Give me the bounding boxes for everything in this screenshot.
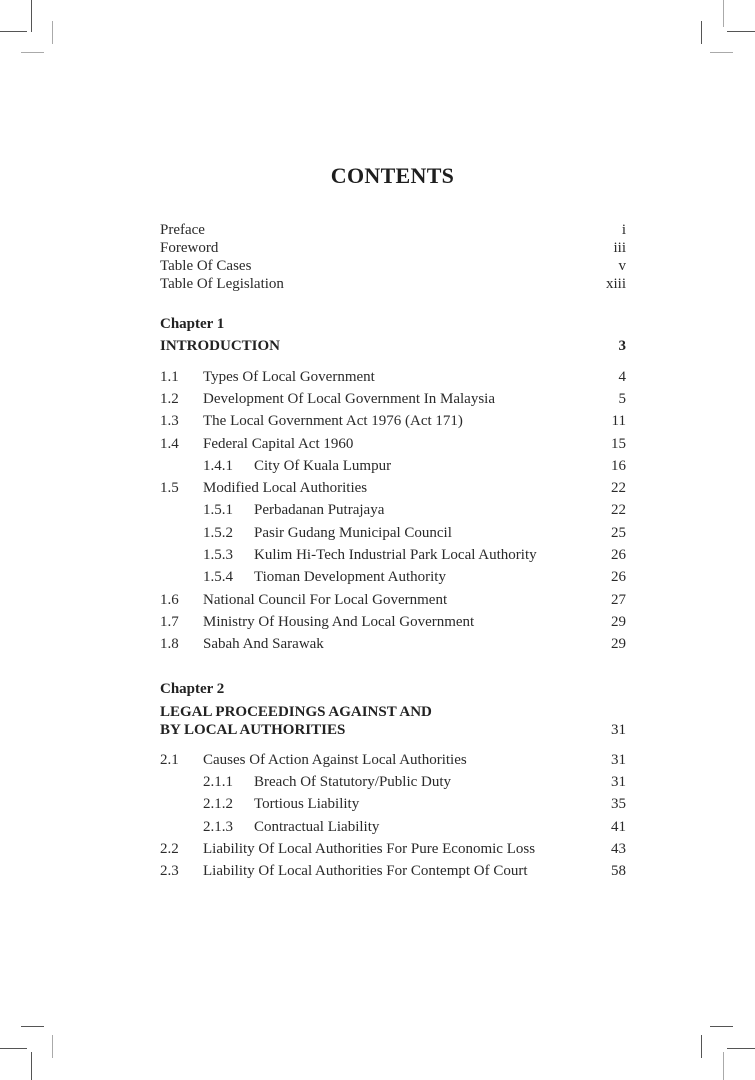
- chapter-title-line: LEGAL PROCEEDINGS AGAINST AND: [160, 704, 432, 720]
- section-page: 22: [611, 502, 626, 518]
- toc-entry-page: i: [621, 222, 626, 238]
- section-number: 1.4.1: [203, 458, 233, 474]
- section-page: 43: [611, 841, 626, 857]
- crop-mark: [21, 52, 44, 53]
- crop-mark: [701, 1035, 702, 1058]
- section-number: 1.2: [160, 391, 179, 407]
- section-page: 31: [611, 774, 626, 790]
- toc-entry-table-of-legislation[interactable]: [160, 274, 626, 294]
- crop-mark: [701, 21, 702, 44]
- crop-mark: [727, 1048, 755, 1049]
- section-number: 1.5.4: [203, 569, 233, 585]
- crop-mark: [31, 1052, 32, 1080]
- section-number: 2.2: [160, 841, 179, 857]
- toc-section[interactable]: [160, 411, 626, 431]
- chapter-label: Chapter 2: [160, 681, 225, 697]
- toc-subsection[interactable]: [160, 794, 626, 814]
- crop-mark: [727, 31, 755, 32]
- toc-subsection[interactable]: [160, 456, 626, 476]
- section-number: 2.1.1: [203, 774, 233, 790]
- section-page: 26: [611, 547, 626, 563]
- section-page: 26: [611, 569, 626, 585]
- crop-mark: [0, 31, 27, 32]
- section-number: 1.6: [160, 592, 179, 608]
- section-label: The Local Government Act 1976 (Act 171): [203, 413, 463, 429]
- section-label: Modified Local Authorities: [203, 480, 368, 496]
- section-page: 5: [618, 391, 626, 407]
- section-label: Development Of Local Government In Malaysia: [203, 391, 495, 407]
- chapter-title-line: BY LOCAL AUTHORITIES: [160, 722, 346, 738]
- section-page: 31: [611, 752, 626, 768]
- section-label: Breach Of Statutory/Public Duty: [254, 774, 452, 790]
- chapter-title-line: INTRODUCTION: [160, 338, 281, 354]
- section-number: 1.7: [160, 614, 179, 630]
- section-label: Ministry Of Housing And Local Government: [203, 614, 475, 630]
- toc-entry-page: xiii: [605, 276, 626, 292]
- crop-mark: [52, 1035, 53, 1058]
- section-page: 25: [611, 525, 626, 541]
- crop-mark: [52, 21, 53, 44]
- chapter-title[interactable]: [160, 703, 626, 739]
- toc-subsection[interactable]: [160, 567, 626, 587]
- toc-section[interactable]: [160, 367, 626, 387]
- toc-entry-foreword[interactable]: [160, 238, 626, 258]
- section-number: 1.5.3: [203, 547, 233, 563]
- section-label: Causes Of Action Against Local Authorities: [203, 752, 467, 768]
- section-number: 2.3: [160, 863, 179, 879]
- toc-entry-label: Table Of Cases: [160, 258, 252, 274]
- toc-section[interactable]: [160, 839, 626, 859]
- toc-section[interactable]: [160, 750, 626, 770]
- section-label: Sabah And Sarawak: [203, 636, 324, 652]
- section-page: 22: [611, 480, 626, 496]
- toc-section[interactable]: [160, 478, 626, 498]
- section-page: 41: [611, 819, 626, 835]
- section-page: 29: [611, 636, 626, 652]
- crop-mark: [0, 1048, 27, 1049]
- section-page: 35: [611, 796, 626, 812]
- section-number: 1.1: [160, 369, 179, 385]
- chapter-label: Chapter 1: [160, 316, 225, 332]
- page-title: CONTENTS: [330, 163, 455, 188]
- toc-section[interactable]: [160, 434, 626, 454]
- section-page: 11: [611, 413, 626, 429]
- section-number: 1.3: [160, 413, 179, 429]
- crop-mark: [31, 0, 32, 32]
- section-page: 4: [618, 369, 626, 385]
- crop-mark: [710, 1026, 733, 1027]
- toc-section[interactable]: [160, 861, 626, 881]
- toc-entry-page: iii: [613, 240, 626, 256]
- section-label: Liability Of Local Authorities For Pure Economic Loss: [203, 841, 536, 857]
- section-page: 16: [611, 458, 626, 474]
- section-number: 1.5.2: [203, 525, 233, 541]
- section-number: 1.4: [160, 436, 179, 452]
- toc-subsection[interactable]: [160, 523, 626, 543]
- section-page: 58: [611, 863, 626, 879]
- section-number: 2.1.2: [203, 796, 233, 812]
- section-label: Tortious Liability: [254, 796, 360, 812]
- section-label: Liability Of Local Authorities For Contempt Of Court: [203, 863, 528, 879]
- section-label: Pasir Gudang Municipal Council: [254, 525, 452, 541]
- section-number: 2.1.3: [203, 819, 233, 835]
- section-label: National Council For Local Government: [203, 592, 448, 608]
- chapter-page: 31: [611, 722, 626, 738]
- crop-mark: [21, 1026, 44, 1027]
- chapter-title[interactable]: [160, 337, 626, 355]
- toc-entry-preface[interactable]: [160, 220, 626, 240]
- crop-mark: [723, 1052, 724, 1080]
- section-number: 2.1: [160, 752, 179, 768]
- section-label: Tioman Development Authority: [254, 569, 446, 585]
- toc-entry-table-of-cases[interactable]: [160, 256, 626, 276]
- section-page: 29: [611, 614, 626, 630]
- toc-subsection[interactable]: [160, 817, 626, 837]
- toc-entry-label: Table Of Legislation: [160, 276, 284, 292]
- section-number: 1.5.1: [203, 502, 233, 518]
- chapter-page: 3: [618, 338, 626, 354]
- section-label: Federal Capital Act 1960: [203, 436, 354, 452]
- section-label: Perbadanan Putrajaya: [254, 502, 385, 518]
- toc-subsection[interactable]: [160, 545, 626, 565]
- toc-entry-page: v: [618, 258, 626, 274]
- toc-subsection[interactable]: [160, 772, 626, 792]
- toc-entry-label: Preface: [160, 222, 205, 238]
- toc-section[interactable]: [160, 389, 626, 409]
- section-number: 1.5: [160, 480, 179, 496]
- toc-section[interactable]: [160, 634, 626, 654]
- section-label: City Of Kuala Lumpur: [254, 458, 392, 474]
- crop-mark: [710, 52, 733, 53]
- crop-mark: [723, 0, 724, 27]
- section-number: 1.8: [160, 636, 179, 652]
- section-label: Kulim Hi-Tech Industrial Park Local Authority: [254, 547, 537, 563]
- toc-section[interactable]: [160, 612, 626, 632]
- toc-section[interactable]: [160, 590, 626, 610]
- section-label: Types Of Local Government: [203, 369, 375, 385]
- section-page: 15: [611, 436, 626, 452]
- section-label: Contractual Liability: [254, 819, 380, 835]
- section-page: 27: [611, 592, 626, 608]
- toc-entry-label: Foreword: [160, 240, 219, 256]
- toc-subsection[interactable]: [160, 500, 626, 520]
